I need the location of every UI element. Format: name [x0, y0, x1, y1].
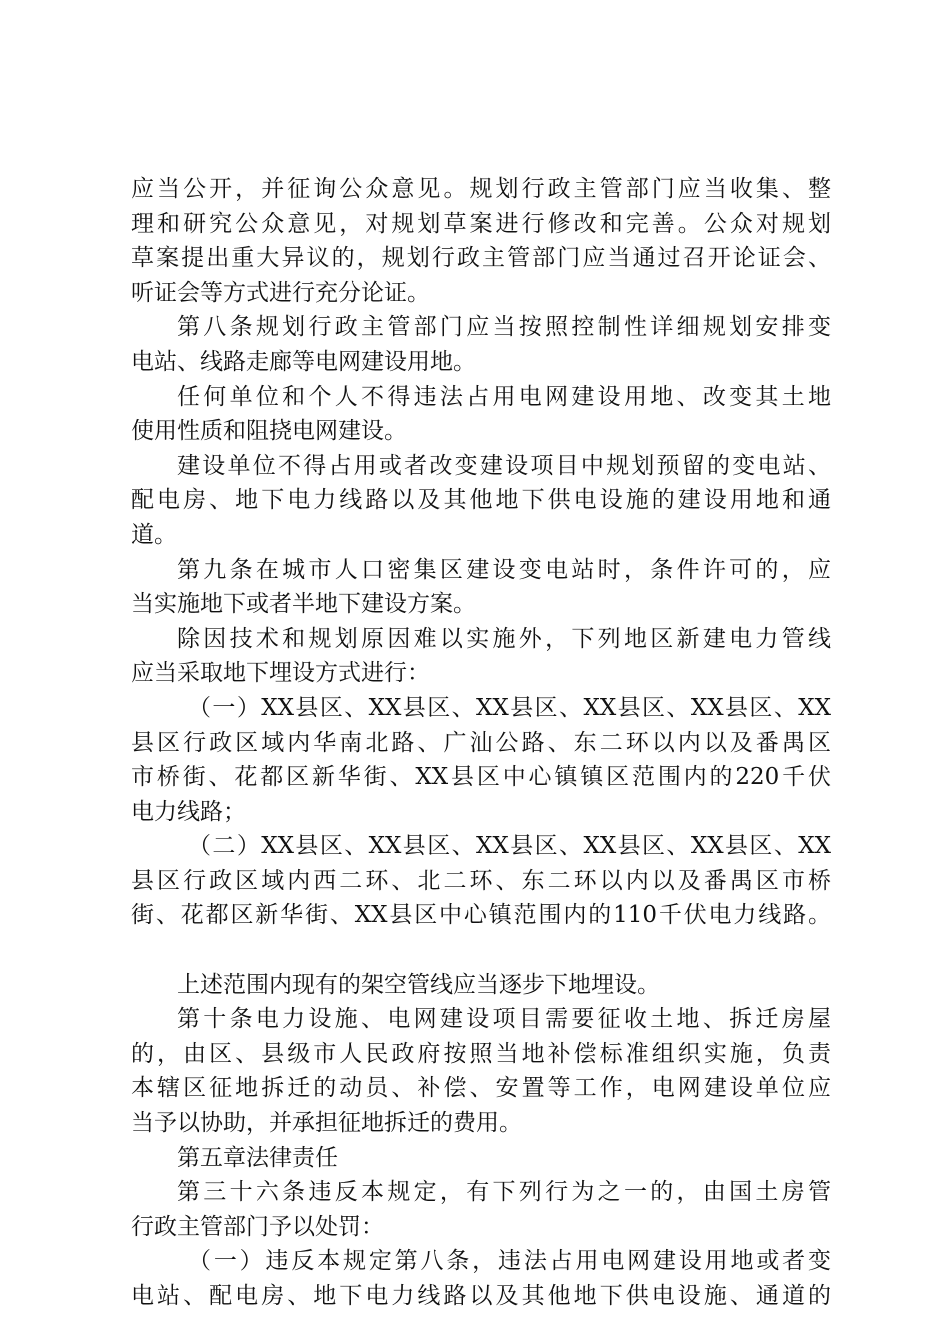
blank-line [131, 933, 831, 968]
text-line: 电站、配电房、地下电力线路以及其他地下供电设施、通道的 [131, 1283, 831, 1309]
article-36-heading-line: 第三十六条违反本规定，有下列行为之一的，由国土房管 [177, 1179, 831, 1206]
text-line: 街、花都区新华街、XX县区中心镇范围内的110千伏电力线路。 [131, 902, 831, 929]
text-line: 当实施地下或者半地下建设方案。 [131, 591, 476, 618]
article-8-heading-line: 第八条规划行政主管部门应当按照控制性详细规划安排变 [177, 314, 831, 341]
text-line: 当予以协助，并承担征地拆迁的费用。 [131, 1110, 522, 1137]
text-line: 理和研究公众意见，对规划草案进行修改和完善。公众对规划 [131, 210, 831, 237]
text-line: 行政主管部门予以处罚： [131, 1213, 384, 1240]
list-item-line: （二）XX县区、XX县区、XX县区、XX县区、XX县区、XX [188, 833, 831, 860]
text-line: 建设单位不得占用或者改变建设项目中规划预留的变电站、 [177, 452, 831, 479]
text-line: 应当采取地下埋设方式进行： [131, 660, 430, 687]
text-line: 县区行政区域内华南北路、广汕公路、东二环以内以及番禺区 [131, 729, 831, 756]
text-line: 使用性质和阻挠电网建设。 [131, 418, 407, 445]
text-line: 配电房、地下电力线路以及其他地下供电设施的建设用地和通 [131, 487, 831, 514]
chapter-heading: 第五章法律责任 [177, 1144, 338, 1171]
text-line: 道。 [131, 521, 177, 548]
text-line: 任何单位和个人不得违法占用电网建设用地、改变其土地 [177, 383, 831, 410]
text-line: 本辖区征地拆迁的动员、补偿、安置等工作，电网建设单位应 [131, 1075, 831, 1102]
text-line: 市桥街、花都区新华街、XX县区中心镇镇区范围内的220千伏 [131, 764, 831, 791]
article-10-heading-line: 第十条电力设施、电网建设项目需要征收土地、拆迁房屋 [177, 1006, 831, 1033]
document-body [131, 172, 831, 1314]
list-item-line: （一）XX县区、XX县区、XX县区、XX县区、XX县区、XX [188, 694, 831, 721]
list-item-line: （一）违反本规定第八条，违法占用电网建设用地或者变 [188, 1248, 831, 1275]
article-9-heading-line: 第九条在城市人口密集区建设变电站时，条件许可的，应 [177, 556, 831, 583]
text-line: 电站、线路走廊等电网建设用地。 [131, 348, 476, 375]
text-line: 县区行政区域内西二环、北二环、东二环以内以及番禺区市桥 [131, 867, 831, 894]
text-line: 除因技术和规划原因难以实施外，下列地区新建电力管线 [177, 625, 831, 652]
text-line: 应当公开，并征询公众意见。规划行政主管部门应当收集、整 [131, 176, 831, 202]
text-line: 电力线路； [131, 798, 246, 825]
text-line: 听证会等方式进行充分论证。 [131, 279, 430, 306]
text-line: 上述范围内现有的架空管线应当逐步下地埋设。 [177, 971, 660, 998]
text-line: 的，由区、县级市人民政府按照当地补偿标准组织实施，负责 [131, 1040, 831, 1067]
text-line: 草案提出重大异议的，规划行政主管部门应当通过召开论证会、 [131, 245, 831, 272]
